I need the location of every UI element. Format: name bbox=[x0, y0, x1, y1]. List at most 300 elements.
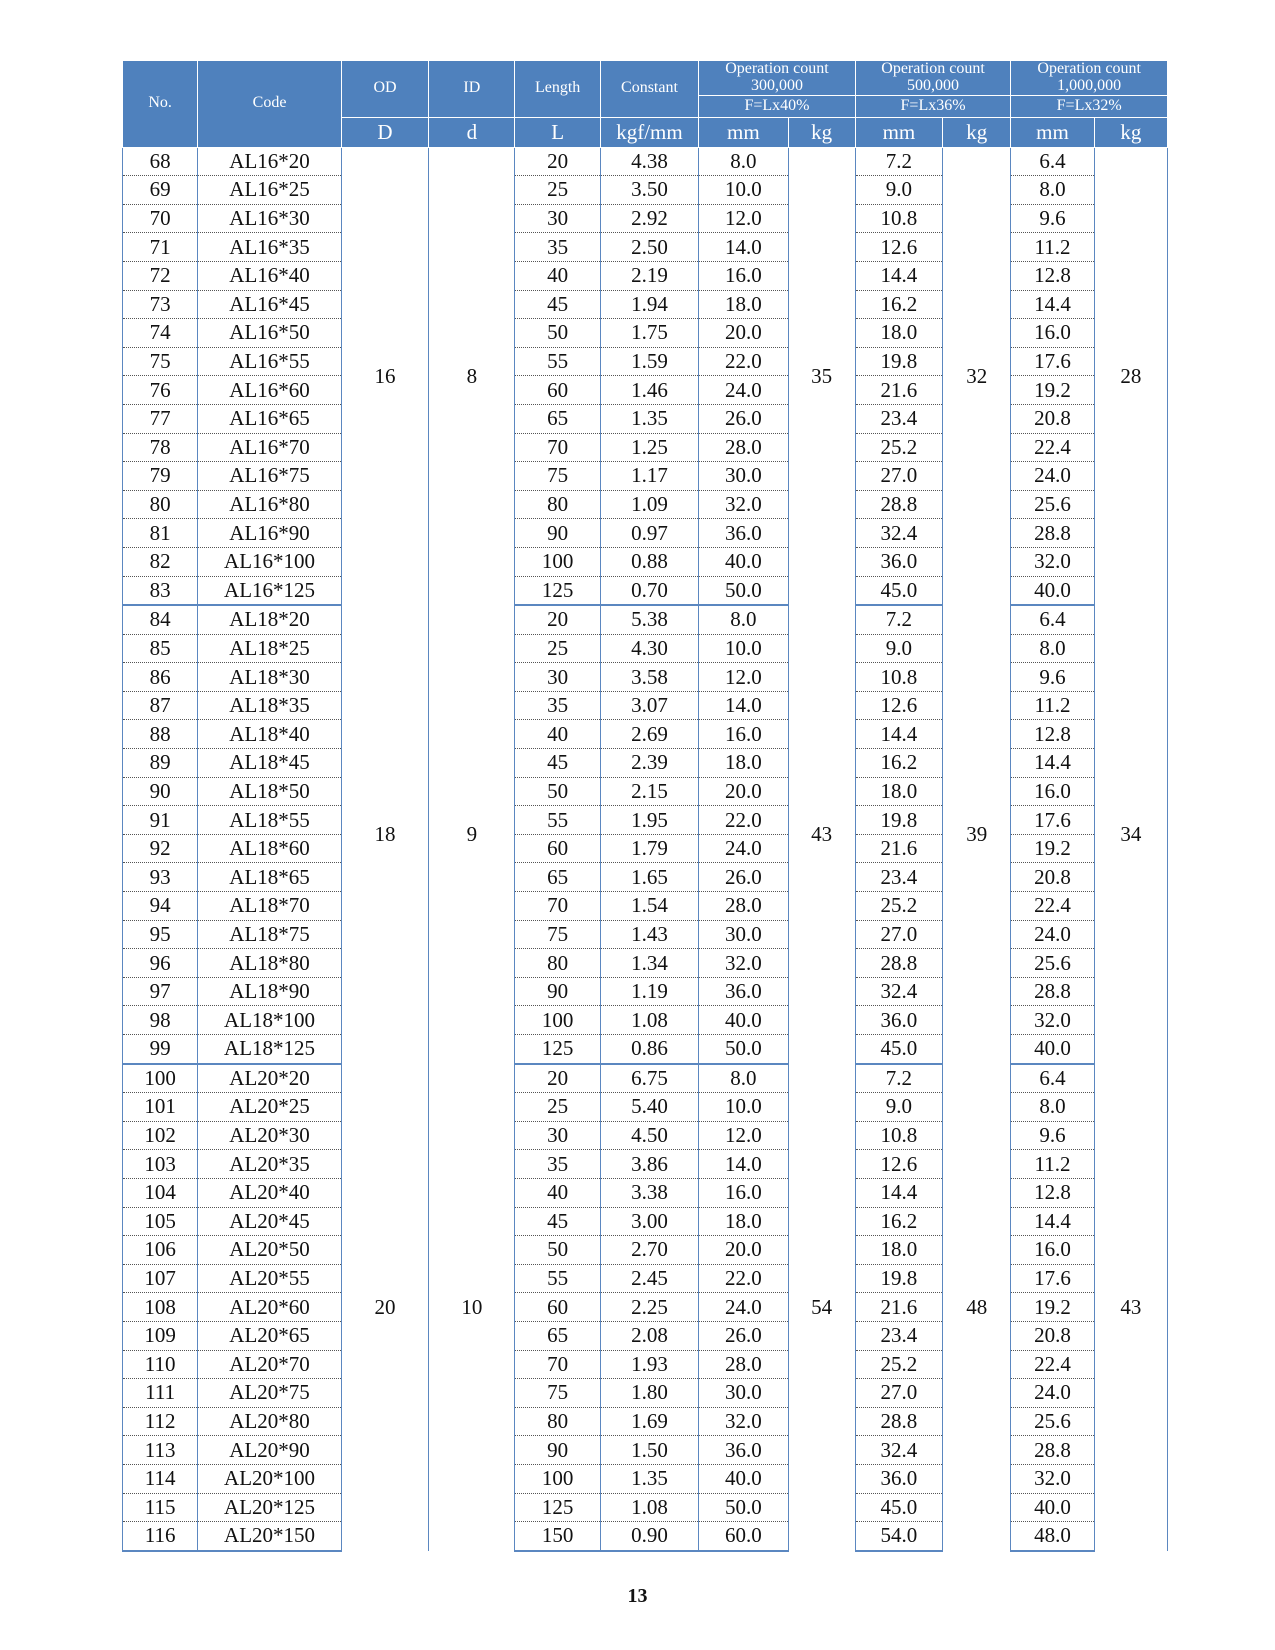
cell-mm-2: 10.8 bbox=[855, 204, 942, 233]
header-formula-2: F=Lx36% bbox=[855, 95, 1011, 117]
cell-mm-2: 32.4 bbox=[855, 1436, 942, 1465]
cell-constant: 2.69 bbox=[600, 720, 698, 749]
cell-constant: 5.40 bbox=[600, 1093, 698, 1122]
cell-length: 80 bbox=[515, 949, 600, 978]
cell-length: 60 bbox=[515, 834, 600, 863]
cell-no: 88 bbox=[123, 720, 198, 749]
cell-mm-2: 12.6 bbox=[855, 1150, 942, 1179]
table-row bbox=[123, 1093, 1168, 1122]
cell-no: 113 bbox=[123, 1436, 198, 1465]
cell-constant: 0.86 bbox=[600, 1035, 698, 1064]
cell-mm-1: 50.0 bbox=[699, 1035, 788, 1064]
cell-od: 20 bbox=[341, 1064, 428, 1551]
cell-length: 45 bbox=[515, 290, 600, 319]
cell-no: 77 bbox=[123, 404, 198, 433]
cell-constant: 2.25 bbox=[600, 1293, 698, 1322]
cell-no: 94 bbox=[123, 892, 198, 921]
cell-od: 18 bbox=[341, 605, 428, 1064]
cell-mm-2: 27.0 bbox=[855, 1379, 942, 1408]
cell-constant: 4.50 bbox=[600, 1121, 698, 1150]
cell-code: AL16*25 bbox=[198, 176, 342, 205]
cell-length: 40 bbox=[515, 720, 600, 749]
cell-no: 70 bbox=[123, 204, 198, 233]
cell-constant: 2.15 bbox=[600, 777, 698, 806]
cell-mm-3: 28.8 bbox=[1011, 977, 1094, 1006]
cell-constant: 1.19 bbox=[600, 977, 698, 1006]
cell-length: 75 bbox=[515, 920, 600, 949]
cell-no: 78 bbox=[123, 433, 198, 462]
cell-no: 87 bbox=[123, 691, 198, 720]
cell-mm-1: 10.0 bbox=[699, 1093, 788, 1122]
table-row bbox=[123, 290, 1168, 319]
cell-mm-3: 12.8 bbox=[1011, 1178, 1094, 1207]
cell-constant: 1.50 bbox=[600, 1436, 698, 1465]
cell-mm-3: 14.4 bbox=[1011, 290, 1094, 319]
cell-code: AL20*55 bbox=[198, 1264, 342, 1293]
cell-constant: 1.17 bbox=[600, 462, 698, 491]
cell-code: AL18*25 bbox=[198, 634, 342, 663]
table-row bbox=[123, 1207, 1168, 1236]
table-row bbox=[123, 777, 1168, 806]
cell-mm-3: 20.8 bbox=[1011, 1321, 1094, 1350]
cell-no: 68 bbox=[123, 147, 198, 176]
cell-code: AL20*25 bbox=[198, 1093, 342, 1122]
cell-code: AL18*75 bbox=[198, 920, 342, 949]
cell-mm-1: 28.0 bbox=[699, 892, 788, 921]
cell-constant: 1.94 bbox=[600, 290, 698, 319]
table-row bbox=[123, 634, 1168, 663]
cell-kg-1: 43 bbox=[788, 605, 855, 1064]
unit-kg-1: kg bbox=[788, 117, 855, 147]
cell-no: 103 bbox=[123, 1150, 198, 1179]
cell-mm-1: 50.0 bbox=[699, 576, 788, 605]
cell-mm-3: 12.8 bbox=[1011, 261, 1094, 290]
cell-mm-2: 21.6 bbox=[855, 1293, 942, 1322]
cell-mm-2: 25.2 bbox=[855, 892, 942, 921]
cell-no: 74 bbox=[123, 319, 198, 348]
cell-mm-3: 25.6 bbox=[1011, 490, 1094, 519]
table-row bbox=[123, 1006, 1168, 1035]
cell-length: 70 bbox=[515, 1350, 600, 1379]
cell-length: 35 bbox=[515, 1150, 600, 1179]
cell-no: 76 bbox=[123, 376, 198, 405]
cell-no: 100 bbox=[123, 1064, 198, 1093]
cell-mm-2: 12.6 bbox=[855, 691, 942, 720]
cell-constant: 1.65 bbox=[600, 863, 698, 892]
cell-mm-2: 7.2 bbox=[855, 1064, 942, 1093]
cell-code: AL18*60 bbox=[198, 834, 342, 863]
cell-length: 45 bbox=[515, 749, 600, 778]
cell-constant: 3.50 bbox=[600, 176, 698, 205]
table-row bbox=[123, 1264, 1168, 1293]
cell-mm-2: 27.0 bbox=[855, 920, 942, 949]
cell-constant: 1.08 bbox=[600, 1493, 698, 1522]
cell-constant: 1.25 bbox=[600, 433, 698, 462]
cell-constant: 1.79 bbox=[600, 834, 698, 863]
cell-constant: 2.92 bbox=[600, 204, 698, 233]
cell-length: 80 bbox=[515, 490, 600, 519]
cell-constant: 3.07 bbox=[600, 691, 698, 720]
cell-length: 45 bbox=[515, 1207, 600, 1236]
cell-length: 100 bbox=[515, 1006, 600, 1035]
cell-no: 89 bbox=[123, 749, 198, 778]
cell-code: AL16*45 bbox=[198, 290, 342, 319]
cell-mm-3: 24.0 bbox=[1011, 920, 1094, 949]
cell-code: AL18*100 bbox=[198, 1006, 342, 1035]
cell-code: AL16*35 bbox=[198, 233, 342, 262]
cell-code: AL20*100 bbox=[198, 1464, 342, 1493]
cell-constant: 1.80 bbox=[600, 1379, 698, 1408]
cell-mm-2: 9.0 bbox=[855, 634, 942, 663]
cell-length: 35 bbox=[515, 691, 600, 720]
cell-kg-1: 54 bbox=[788, 1064, 855, 1551]
cell-mm-1: 18.0 bbox=[699, 749, 788, 778]
cell-no: 75 bbox=[123, 347, 198, 376]
cell-mm-3: 32.0 bbox=[1011, 1006, 1094, 1035]
cell-mm-1: 28.0 bbox=[699, 433, 788, 462]
header-op-count-2 bbox=[855, 61, 1011, 96]
page-number: 13 bbox=[627, 1585, 648, 1607]
cell-no: 97 bbox=[123, 977, 198, 1006]
table-row bbox=[123, 892, 1168, 921]
cell-mm-2: 28.8 bbox=[855, 949, 942, 978]
cell-mm-2: 14.4 bbox=[855, 1178, 942, 1207]
cell-mm-1: 40.0 bbox=[699, 1464, 788, 1493]
cell-constant: 0.97 bbox=[600, 519, 698, 548]
cell-id: 9 bbox=[429, 605, 515, 1064]
cell-mm-3: 22.4 bbox=[1011, 433, 1094, 462]
cell-code: AL20*20 bbox=[198, 1064, 342, 1093]
cell-od: 16 bbox=[341, 147, 428, 605]
table-row bbox=[123, 691, 1168, 720]
table-header bbox=[123, 61, 1168, 148]
cell-constant: 1.34 bbox=[600, 949, 698, 978]
header-constant: Constant bbox=[600, 61, 698, 118]
cell-mm-3: 11.2 bbox=[1011, 691, 1094, 720]
cell-mm-3: 9.6 bbox=[1011, 204, 1094, 233]
cell-mm-2: 21.6 bbox=[855, 376, 942, 405]
cell-mm-2: 16.2 bbox=[855, 749, 942, 778]
cell-mm-3: 19.2 bbox=[1011, 834, 1094, 863]
cell-mm-3: 6.4 bbox=[1011, 147, 1094, 176]
cell-constant: 2.50 bbox=[600, 233, 698, 262]
cell-mm-1: 16.0 bbox=[699, 261, 788, 290]
cell-id: 10 bbox=[429, 1064, 515, 1551]
cell-mm-3: 28.8 bbox=[1011, 519, 1094, 548]
cell-constant: 2.08 bbox=[600, 1321, 698, 1350]
cell-kg-2: 48 bbox=[943, 1064, 1011, 1551]
cell-code: AL20*60 bbox=[198, 1293, 342, 1322]
cell-mm-2: 36.0 bbox=[855, 1464, 942, 1493]
table-row bbox=[123, 1150, 1168, 1179]
cell-mm-1: 18.0 bbox=[699, 1207, 788, 1236]
cell-length: 100 bbox=[515, 1464, 600, 1493]
cell-no: 71 bbox=[123, 233, 198, 262]
cell-length: 50 bbox=[515, 1236, 600, 1265]
cell-code: AL16*80 bbox=[198, 490, 342, 519]
cell-code: AL18*30 bbox=[198, 663, 342, 692]
cell-mm-1: 26.0 bbox=[699, 863, 788, 892]
cell-mm-2: 18.0 bbox=[855, 777, 942, 806]
cell-no: 82 bbox=[123, 547, 198, 576]
cell-no: 80 bbox=[123, 490, 198, 519]
table-row bbox=[123, 1035, 1168, 1064]
table-row bbox=[123, 1379, 1168, 1408]
cell-code: AL18*80 bbox=[198, 949, 342, 978]
cell-mm-1: 24.0 bbox=[699, 376, 788, 405]
cell-constant: 1.35 bbox=[600, 404, 698, 433]
cell-length: 125 bbox=[515, 576, 600, 605]
table-row bbox=[123, 1350, 1168, 1379]
cell-code: AL20*70 bbox=[198, 1350, 342, 1379]
cell-mm-1: 36.0 bbox=[699, 1436, 788, 1465]
table-row bbox=[123, 663, 1168, 692]
cell-no: 84 bbox=[123, 605, 198, 634]
cell-mm-1: 14.0 bbox=[699, 691, 788, 720]
cell-no: 86 bbox=[123, 663, 198, 692]
table-row bbox=[123, 404, 1168, 433]
cell-mm-2: 9.0 bbox=[855, 1093, 942, 1122]
cell-code: AL16*100 bbox=[198, 547, 342, 576]
op-count-value: 300,000 bbox=[750, 76, 803, 94]
cell-mm-1: 32.0 bbox=[699, 949, 788, 978]
cell-length: 55 bbox=[515, 347, 600, 376]
cell-length: 30 bbox=[515, 204, 600, 233]
table-row bbox=[123, 1407, 1168, 1436]
table-row bbox=[123, 347, 1168, 376]
cell-length: 60 bbox=[515, 1293, 600, 1322]
table-row bbox=[123, 547, 1168, 576]
cell-mm-2: 14.4 bbox=[855, 720, 942, 749]
cell-mm-3: 25.6 bbox=[1011, 1407, 1094, 1436]
cell-mm-1: 10.0 bbox=[699, 634, 788, 663]
cell-mm-1: 30.0 bbox=[699, 920, 788, 949]
cell-mm-3: 11.2 bbox=[1011, 1150, 1094, 1179]
cell-kg-2: 32 bbox=[943, 147, 1011, 605]
cell-mm-3: 17.6 bbox=[1011, 806, 1094, 835]
op-count-title: Operation count bbox=[1037, 60, 1141, 77]
cell-code: AL20*90 bbox=[198, 1436, 342, 1465]
cell-length: 40 bbox=[515, 1178, 600, 1207]
cell-no: 114 bbox=[123, 1464, 198, 1493]
cell-mm-2: 23.4 bbox=[855, 863, 942, 892]
cell-mm-3: 14.4 bbox=[1011, 1207, 1094, 1236]
cell-mm-2: 16.2 bbox=[855, 1207, 942, 1236]
table-row bbox=[123, 1236, 1168, 1265]
cell-mm-3: 6.4 bbox=[1011, 605, 1094, 634]
cell-mm-2: 9.0 bbox=[855, 176, 942, 205]
cell-mm-1: 26.0 bbox=[699, 404, 788, 433]
cell-length: 25 bbox=[515, 176, 600, 205]
cell-length: 40 bbox=[515, 261, 600, 290]
cell-mm-2: 54.0 bbox=[855, 1522, 942, 1551]
cell-code: AL18*35 bbox=[198, 691, 342, 720]
cell-kg-3: 34 bbox=[1094, 605, 1167, 1064]
cell-mm-3: 28.8 bbox=[1011, 1436, 1094, 1465]
cell-length: 55 bbox=[515, 1264, 600, 1293]
unit-L: L bbox=[515, 117, 600, 147]
cell-mm-2: 7.2 bbox=[855, 147, 942, 176]
cell-code: AL18*55 bbox=[198, 806, 342, 835]
cell-mm-3: 25.6 bbox=[1011, 949, 1094, 978]
cell-mm-3: 17.6 bbox=[1011, 347, 1094, 376]
cell-code: AL20*35 bbox=[198, 1150, 342, 1179]
table-row bbox=[123, 1522, 1168, 1551]
cell-mm-1: 28.0 bbox=[699, 1350, 788, 1379]
table-row bbox=[123, 1121, 1168, 1150]
cell-length: 90 bbox=[515, 977, 600, 1006]
cell-mm-1: 30.0 bbox=[699, 462, 788, 491]
cell-no: 116 bbox=[123, 1522, 198, 1551]
cell-length: 65 bbox=[515, 404, 600, 433]
cell-mm-2: 45.0 bbox=[855, 576, 942, 605]
cell-mm-1: 20.0 bbox=[699, 1236, 788, 1265]
cell-mm-3: 40.0 bbox=[1011, 1493, 1094, 1522]
cell-mm-1: 24.0 bbox=[699, 1293, 788, 1322]
cell-kg-2: 39 bbox=[943, 605, 1011, 1064]
cell-mm-3: 14.4 bbox=[1011, 749, 1094, 778]
table-row bbox=[123, 920, 1168, 949]
cell-mm-1: 60.0 bbox=[699, 1522, 788, 1551]
cell-mm-1: 18.0 bbox=[699, 290, 788, 319]
cell-mm-1: 24.0 bbox=[699, 834, 788, 863]
cell-mm-2: 19.8 bbox=[855, 347, 942, 376]
table-row bbox=[123, 949, 1168, 978]
cell-kg-3: 28 bbox=[1094, 147, 1167, 605]
op-count-title: Operation count bbox=[725, 60, 829, 77]
unit-constant: kgf/mm bbox=[600, 117, 698, 147]
cell-mm-2: 12.6 bbox=[855, 233, 942, 262]
cell-code: AL18*40 bbox=[198, 720, 342, 749]
cell-mm-1: 8.0 bbox=[699, 147, 788, 176]
cell-mm-1: 12.0 bbox=[699, 1121, 788, 1150]
cell-code: AL16*60 bbox=[198, 376, 342, 405]
cell-code: AL16*55 bbox=[198, 347, 342, 376]
cell-mm-2: 19.8 bbox=[855, 1264, 942, 1293]
cell-constant: 4.38 bbox=[600, 147, 698, 176]
cell-length: 25 bbox=[515, 1093, 600, 1122]
table-row bbox=[123, 605, 1168, 634]
cell-kg-1: 35 bbox=[788, 147, 855, 605]
cell-mm-2: 28.8 bbox=[855, 490, 942, 519]
table-row bbox=[123, 176, 1168, 205]
header-od: OD bbox=[341, 61, 428, 118]
cell-code: AL16*70 bbox=[198, 433, 342, 462]
cell-no: 104 bbox=[123, 1178, 198, 1207]
table-row bbox=[123, 1436, 1168, 1465]
cell-code: AL20*50 bbox=[198, 1236, 342, 1265]
cell-mm-1: 12.0 bbox=[699, 204, 788, 233]
cell-length: 90 bbox=[515, 1436, 600, 1465]
table-row bbox=[123, 806, 1168, 835]
cell-no: 112 bbox=[123, 1407, 198, 1436]
op-count-title: Operation count bbox=[881, 60, 985, 77]
table-row bbox=[123, 977, 1168, 1006]
cell-no: 69 bbox=[123, 176, 198, 205]
cell-constant: 2.70 bbox=[600, 1236, 698, 1265]
table-row bbox=[123, 749, 1168, 778]
cell-constant: 3.00 bbox=[600, 1207, 698, 1236]
cell-constant: 2.39 bbox=[600, 749, 698, 778]
cell-code: AL18*125 bbox=[198, 1035, 342, 1064]
cell-length: 150 bbox=[515, 1522, 600, 1551]
cell-mm-3: 40.0 bbox=[1011, 576, 1094, 605]
cell-code: AL16*50 bbox=[198, 319, 342, 348]
cell-mm-3: 8.0 bbox=[1011, 176, 1094, 205]
table-row bbox=[123, 576, 1168, 605]
table-row bbox=[123, 490, 1168, 519]
cell-mm-2: 28.8 bbox=[855, 1407, 942, 1436]
cell-no: 95 bbox=[123, 920, 198, 949]
cell-code: AL16*20 bbox=[198, 147, 342, 176]
cell-code: AL20*40 bbox=[198, 1178, 342, 1207]
cell-no: 93 bbox=[123, 863, 198, 892]
cell-mm-2: 36.0 bbox=[855, 547, 942, 576]
cell-length: 50 bbox=[515, 319, 600, 348]
cell-mm-1: 20.0 bbox=[699, 319, 788, 348]
header-length: Length bbox=[515, 61, 600, 118]
cell-mm-3: 20.8 bbox=[1011, 863, 1094, 892]
cell-constant: 1.43 bbox=[600, 920, 698, 949]
table-row bbox=[123, 261, 1168, 290]
header-id: ID bbox=[429, 61, 515, 118]
cell-no: 110 bbox=[123, 1350, 198, 1379]
cell-no: 98 bbox=[123, 1006, 198, 1035]
cell-constant: 1.75 bbox=[600, 319, 698, 348]
cell-kg-3: 43 bbox=[1094, 1064, 1167, 1551]
cell-code: AL20*65 bbox=[198, 1321, 342, 1350]
cell-constant: 6.75 bbox=[600, 1064, 698, 1093]
cell-id: 8 bbox=[429, 147, 515, 605]
header-code: Code bbox=[198, 61, 342, 148]
header-op-count-1 bbox=[699, 61, 856, 96]
cell-mm-3: 40.0 bbox=[1011, 1035, 1094, 1064]
cell-constant: 4.30 bbox=[600, 634, 698, 663]
cell-mm-2: 36.0 bbox=[855, 1006, 942, 1035]
cell-mm-1: 10.0 bbox=[699, 176, 788, 205]
cell-mm-2: 25.2 bbox=[855, 433, 942, 462]
cell-constant: 2.19 bbox=[600, 261, 698, 290]
cell-code: AL16*75 bbox=[198, 462, 342, 491]
cell-mm-2: 32.4 bbox=[855, 519, 942, 548]
spec-table bbox=[122, 60, 1168, 1552]
cell-no: 115 bbox=[123, 1493, 198, 1522]
cell-no: 83 bbox=[123, 576, 198, 605]
cell-length: 20 bbox=[515, 605, 600, 634]
cell-length: 30 bbox=[515, 1121, 600, 1150]
cell-mm-2: 25.2 bbox=[855, 1350, 942, 1379]
unit-mm-1: mm bbox=[699, 117, 788, 147]
cell-mm-3: 22.4 bbox=[1011, 892, 1094, 921]
cell-mm-2: 23.4 bbox=[855, 404, 942, 433]
cell-code: AL20*45 bbox=[198, 1207, 342, 1236]
cell-mm-3: 9.6 bbox=[1011, 1121, 1094, 1150]
cell-code: AL20*75 bbox=[198, 1379, 342, 1408]
table-row bbox=[123, 834, 1168, 863]
cell-mm-3: 9.6 bbox=[1011, 663, 1094, 692]
cell-no: 108 bbox=[123, 1293, 198, 1322]
cell-code: AL18*90 bbox=[198, 977, 342, 1006]
cell-code: AL16*65 bbox=[198, 404, 342, 433]
cell-mm-3: 24.0 bbox=[1011, 1379, 1094, 1408]
cell-no: 96 bbox=[123, 949, 198, 978]
cell-length: 55 bbox=[515, 806, 600, 835]
cell-code: AL18*50 bbox=[198, 777, 342, 806]
table-row bbox=[123, 147, 1168, 176]
cell-mm-1: 8.0 bbox=[699, 605, 788, 634]
cell-no: 102 bbox=[123, 1121, 198, 1150]
table-body bbox=[123, 147, 1168, 1551]
